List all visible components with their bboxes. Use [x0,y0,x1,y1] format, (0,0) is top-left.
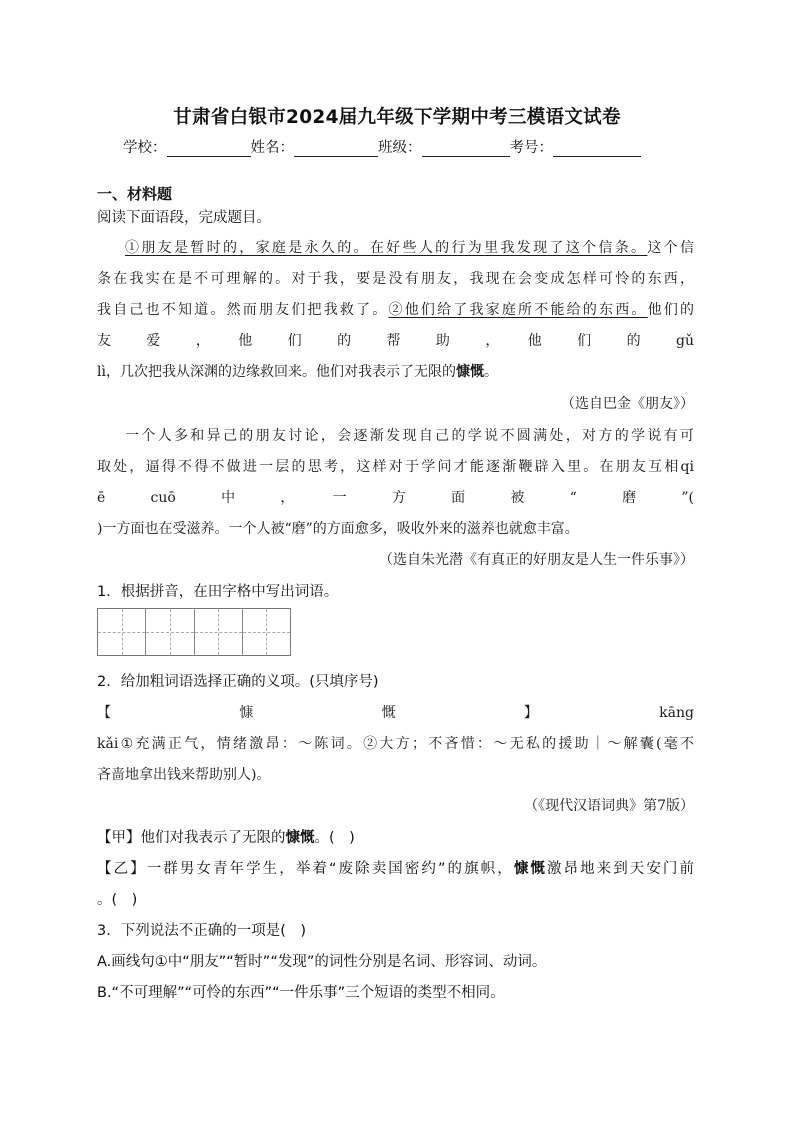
tianzige-cell[interactable] [98,609,146,655]
class-blank[interactable] [422,141,510,157]
option-b[interactable]: B.“不可理解”“可怜的东西”“一件乐事”三个短语的类型不相同。 [97,985,505,1001]
page-title: 甘肃省白银市2024届九年级下学期中考三模语文试卷 [173,107,621,128]
name-label: 姓名： [250,140,294,156]
question-2-yi: 【乙】一群男女青年学生，举着“废除卖国密约”的旗帜，慷慨激昂地来到天安门前 [97,861,695,877]
tianzige-grid[interactable] [97,608,291,656]
definition-line1: 【 慷 慨 】 kāng [97,705,694,721]
bold-word-kangkai: 慷慨 [513,861,547,877]
passage1-line1: ①朋友是暂时的，家庭是永久的。在好些人的行为里我发现了这个信条。这个信 [125,240,695,256]
option-a[interactable]: A.画线句①中“朋友”“暂时”“发现”的词性分别是名词、形容词、动词。 [97,954,547,970]
question-2-jia: 【甲】他们对我表示了无限的慷慨。( ) [97,830,355,846]
passage2-line2: 取处，逼得不得不做进一层的思考，这样对于学问才能逐渐鞭辟入里。在朋友互相qi [97,459,694,475]
question-1: 1．根据拼音，在田字格中写出词语。 [97,584,339,600]
tianzige-cell[interactable] [243,609,290,655]
passage2-line3: ē cuō 中 ， 一 方 面 被 “ 磨 ”( [97,490,694,506]
number-label: 考号： [509,140,553,156]
student-info-line [123,136,641,157]
bold-word-kangkai: 慷慨 [455,364,484,380]
section-instruction: 阅读下面语段，完成题目。 [97,210,271,226]
tianzige-cell[interactable] [146,609,194,655]
question-2: 2．给加粗词语选择正确的义项。(只填序号) [97,674,379,690]
name-blank[interactable] [294,141,378,157]
passage1-line5: lì，几次把我从深渊的边缘救回来。他们对我表示了无限的慷慨。 [97,364,498,380]
question-2-yi-end: 。( ) [97,892,138,908]
definition-line2: kǎi①充满正气，情绪激昂：～陈词。②大方；不吝惜：～无私的援助｜～解囊(毫不 [97,736,694,752]
passage1-line2: 条在我实在是不可理解的。对于我，要是没有朋友，我现在会变成怎样可怜的东西， [97,271,694,287]
school-blank[interactable] [167,141,251,157]
passage1-line4: 友 爱 ， 他 们 的 帮 助 ， 他 们 的 gǔ [97,333,694,349]
number-blank[interactable] [553,141,641,157]
underlined-sentence-2: ②他们给了我家庭所不能给的东西。 [388,302,648,318]
passage1-line3: 我自己也不知道。然而朋友们把我救了。②他们给了我家庭所不能给的东西。他们的 [97,302,695,318]
passage1-source: （选自巴金《朋友》） [561,396,694,412]
passage2-line1: 一个人多和异己的朋友讨论，会逐渐发现自己的学说不圆满处，对方的学说有可 [125,428,694,444]
question-3: 3．下列说法不正确的一项是( ) [97,923,307,939]
definition-line3: 吝啬地拿出钱来帮助别人)。 [97,767,271,783]
passage2-line4: )一方面也在受滋养。一个人被“磨”的方面愈多，吸收外来的滋养也就愈丰富。 [97,521,579,537]
tianzige-cell[interactable] [195,609,243,655]
passage2-source: （选自朱光潜《有真正的好朋友是人生一件乐事》） [379,552,694,568]
definition-source: （《现代汉语词典》第7版） [524,798,694,814]
school-label: 学校： [123,140,167,156]
section-heading: 一、材料题 [97,185,173,203]
class-label: 班级： [378,140,422,156]
underlined-sentence-1: ①朋友是暂时的，家庭是永久的。在好些人的行为里我发现了这个信条。 [125,240,648,256]
bold-word-kangkai: 慷慨 [285,830,315,846]
